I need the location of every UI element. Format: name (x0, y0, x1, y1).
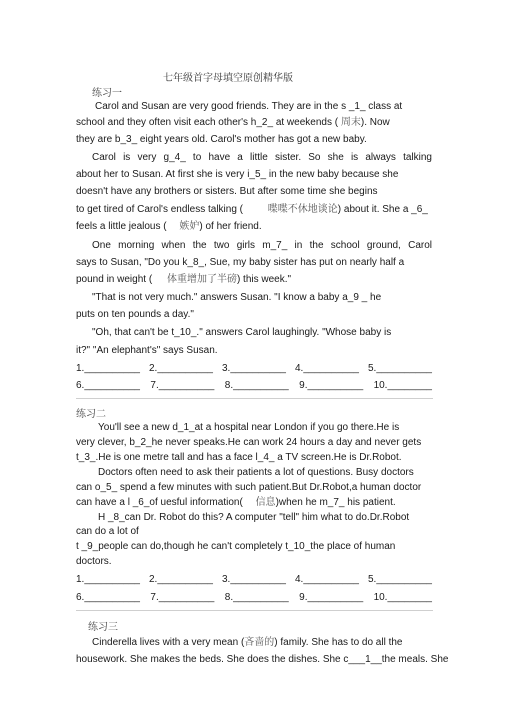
s1-line-1: Carol and Susan are very good friends. They are in the s _1_ class at (95, 101, 403, 112)
s1-line-6: doesn't have any brothers or sisters. But after some time she begins (76, 186, 378, 197)
answer-blank[interactable]: 1.__________ (76, 574, 140, 585)
s2-line-1: You'll see a new d_1_at a hospital near London if you go there.He is (98, 422, 400, 433)
s3-line-2: housework. She makes the beds. She does the dishes. She c___1__the meals. She (76, 654, 449, 665)
answer-blank[interactable]: 2.__________ (149, 574, 213, 585)
answer-blank[interactable]: 10.________ (373, 380, 432, 391)
answer-row-3 (76, 574, 432, 585)
answer-blank[interactable]: 3.__________ (222, 363, 286, 374)
s3-line-1: Cinderella lives with a very mean (吝啬的) family. She has to do all the (92, 637, 403, 648)
s1-line-14: "Oh, that can't be t_10_." answers Carol laughingly. "Whose baby is (92, 327, 392, 338)
s2-line-8: can do a lot of (76, 526, 139, 537)
answer-row-2 (76, 380, 432, 391)
s2-line-4: Doctors often need to ask their patients a lot of questions. Busy doctors (98, 467, 414, 478)
s2-line-6: can have a l _6_of uesful information( 信息)when he m_7_ his patient. (76, 497, 396, 508)
s1-line-3: they are b_3_ eight years old. Carol's mother has got a new baby. (76, 134, 367, 145)
cjk-gloss: 喋喋不休地谈论 (267, 204, 338, 215)
divider (76, 610, 433, 611)
s1-line-12: "That is not very much." answers Susan. "I know a baby a_9 _ he (92, 292, 382, 303)
s1-line-5: about her to Susan. At first she is very i_5_ in the new baby because she (76, 169, 399, 180)
section-heading-3: 练习三 (88, 622, 118, 633)
answer-blank[interactable]: 9.__________ (299, 380, 364, 391)
answer-row-1 (76, 363, 432, 374)
cjk-gloss: 吝啬的 (244, 637, 275, 648)
divider (76, 398, 433, 399)
answer-blank[interactable]: 4.__________ (295, 363, 359, 374)
answer-blank[interactable]: 6.__________ (76, 380, 140, 391)
s1-line-2: school and they often visit each other's h_2_ at weekends ( 周末). Now (76, 117, 390, 128)
answer-blank[interactable]: 5.__________ (368, 363, 432, 374)
answer-blank[interactable]: 6.__________ (76, 592, 140, 603)
page-title: 七年级首字母填空原创精华版 (163, 73, 293, 84)
section-heading-1: 练习一 (92, 88, 122, 99)
answer-blank[interactable]: 8.__________ (224, 380, 289, 391)
answer-blank[interactable]: 10.________ (373, 592, 432, 603)
cjk-gloss: 体重增加了半磅 (166, 274, 237, 285)
answer-blank[interactable]: 8.__________ (224, 592, 289, 603)
answer-blank[interactable]: 9.__________ (299, 592, 364, 603)
s2-line-9: t _9_people can do,though he can't completely t_10_the place of human (76, 541, 396, 552)
s2-line-10: doctors. (76, 556, 112, 567)
answer-blank[interactable]: 7.__________ (150, 592, 215, 603)
s1-line-7: to get tired of Carol's endless talking ( 喋喋不休地谈论) about it. She a _6_ (76, 204, 428, 215)
s1-line-9: One morning when the two girls m_7_ in the school ground, Carol (92, 240, 432, 251)
s1-line-8: feels a little jealous ( 嫉妒) of her friend. (76, 221, 262, 232)
s1-line-10: says to Susan, "Do you k_8_, Sue, my baby sister has put on nearly half a (76, 257, 405, 268)
s1-line-15: it?" "An elephant's" says Susan. (76, 345, 218, 356)
s1-line-4: Carol is very g_4_ to have a little sister. So she is always talking (92, 152, 432, 163)
s2-line-7: H _8_can Dr. Robot do this? A computer "tell" him what to do.Dr.Robot (98, 512, 410, 523)
s1-line-13: puts on ten pounds a day." (76, 309, 194, 320)
s1-line-11: pound in weight ( 体重增加了半磅) this week." (76, 274, 292, 285)
cjk-gloss: 周末 (340, 117, 361, 128)
answer-blank[interactable]: 5.__________ (368, 574, 432, 585)
answer-row-4 (76, 592, 432, 603)
answer-blank[interactable]: 3.__________ (222, 574, 286, 585)
answer-blank[interactable]: 2.__________ (149, 363, 213, 374)
answer-blank[interactable]: 7.__________ (150, 380, 215, 391)
s2-line-5: can o_5_ spend a few minutes with such patient.But Dr.Robot,a human doctor (76, 482, 422, 493)
cjk-gloss: 信息 (255, 497, 276, 508)
answer-blank[interactable]: 4.__________ (295, 574, 359, 585)
cjk-gloss: 嫉妒 (179, 221, 200, 232)
s2-line-3: t_3_.He is one metre tall and has a face l_4_ a TV screen.He is Dr.Robot. (76, 452, 402, 463)
answer-blank[interactable]: 1.__________ (76, 363, 140, 374)
s2-line-2: very clever, b_2_he never speaks.He can work 24 hours a day and never gets (76, 437, 422, 448)
section-heading-2: 练习二 (76, 409, 106, 420)
